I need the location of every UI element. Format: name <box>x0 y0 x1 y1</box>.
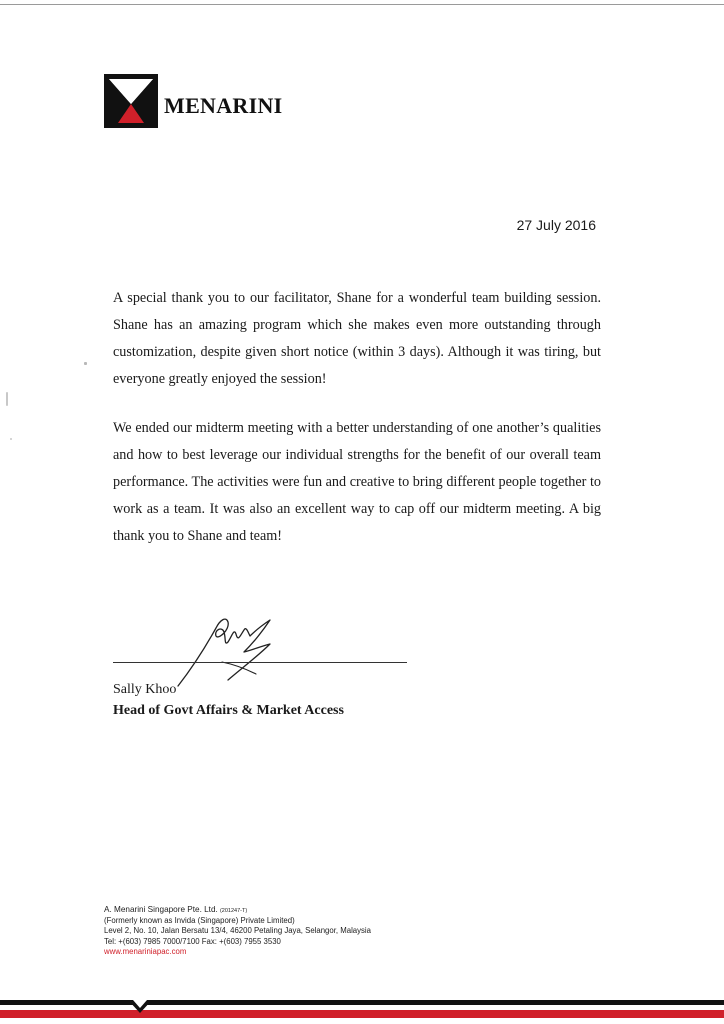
signer-name: Sally Khoo <box>113 682 177 697</box>
brand-name: MENARINI <box>164 93 283 118</box>
footer-registration: (201247-T) <box>219 908 248 914</box>
menarini-logo-icon <box>104 74 158 128</box>
footer-company: A. Menarini Singapore Pte. Ltd. <box>104 905 218 914</box>
signer-title: Head of Govt Affairs & Market Access <box>113 703 344 718</box>
footer-website-link[interactable]: www.menariniapac.com <box>104 946 187 956</box>
footer-company-line <box>104 905 371 916</box>
footer-contact: Tel: +(603) 7985 7000/7100 Fax: +(603) 7955 3530 <box>104 936 281 946</box>
top-rule <box>0 4 724 5</box>
footer-address: Level 2, No. 10, Jalan Bersatu 13/4, 46200 Petaling Jaya, Selangor, Malaysia <box>104 926 371 936</box>
handwritten-signature <box>170 606 280 696</box>
footer-decorative-bar <box>0 1000 724 1024</box>
scan-artifact <box>6 392 8 406</box>
letter-paragraph-1: A special thank you to our facilitator, Shane for a wonderful team building session. Shane has an amazing program which she makes even more outstanding through customization, despite given short notice (within 3 days). Although it was tiring, but everyone greatly enjoyed the session! <box>113 290 601 388</box>
letter-paragraph-2: We ended our midterm meeting with a better understanding of one another’s qualities and how to best leverage our individual strengths for the benefit of our overall team performance. The activities were fun and creative to bring different people together to work as a team. It was also an excellent way to cap off our midterm meeting. A big thank you to Shane and team! <box>113 420 601 545</box>
letter-date: 27 July 2016 <box>516 217 596 233</box>
signature-line <box>113 662 407 663</box>
footer-address-block <box>104 905 371 957</box>
footer-formerly: (Formerly known as Invida (Singapore) Private Limited) <box>104 916 295 926</box>
scan-artifact <box>84 362 87 365</box>
scan-artifact <box>10 438 12 440</box>
menarini-logo <box>104 74 283 128</box>
